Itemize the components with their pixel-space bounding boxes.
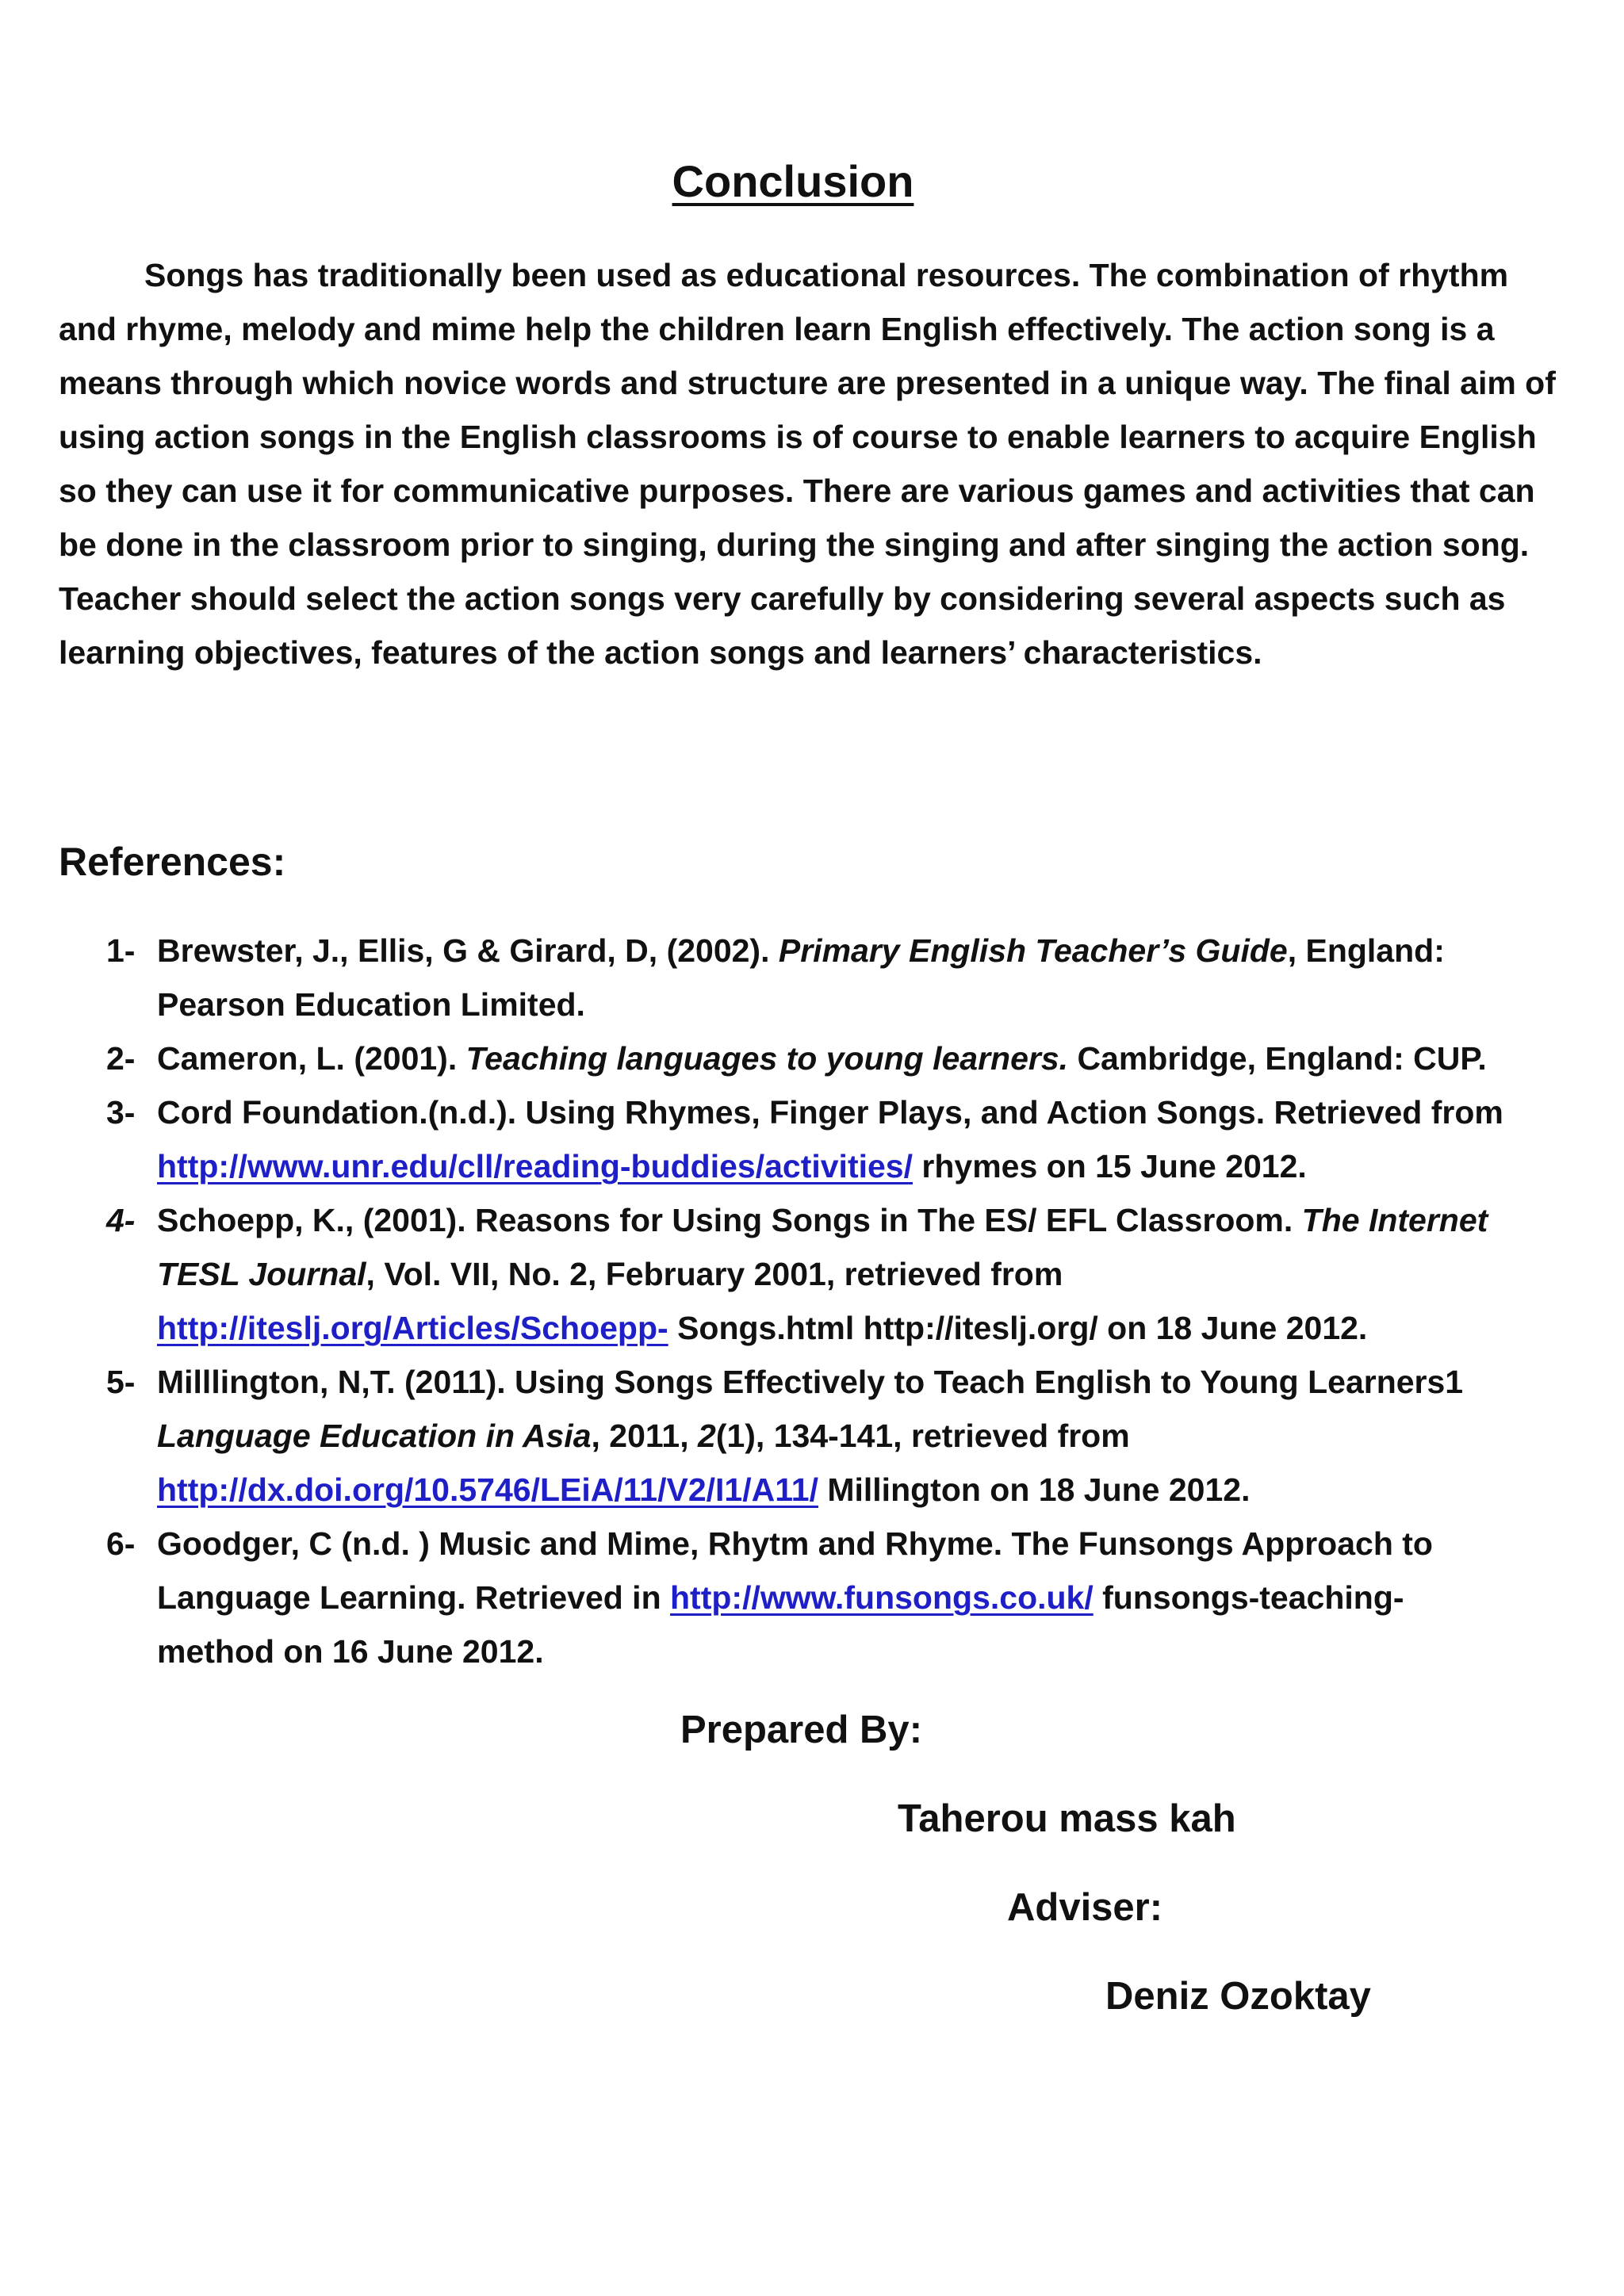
reference-link[interactable]: http://dx.doi.org/10.5746/LEiA/11/V2/I1/A11/ bbox=[157, 1471, 818, 1508]
reference-italic-text: TESL Journal bbox=[157, 1256, 366, 1292]
adviser-label: Adviser: bbox=[1007, 1886, 1163, 1929]
reference-text: Songs.html http://iteslj.org/ on 18 June 2012. bbox=[668, 1310, 1368, 1346]
reference-list bbox=[59, 924, 1557, 1678]
reference-text: , England: bbox=[1287, 932, 1445, 969]
reference-text: Schoepp, K., (2001). Reasons for Using Songs in The ES/ EFL Classroom. bbox=[157, 1202, 1302, 1238]
reference-line bbox=[157, 1517, 1557, 1571]
reference-text: Cambridge, England: CUP. bbox=[1068, 1040, 1487, 1077]
reference-line bbox=[157, 978, 1557, 1031]
reference-text: rhymes on 15 June 2012. bbox=[913, 1148, 1307, 1184]
reference-text: Milllington, N,T. (2011). Using Songs Effectively to Teach English to Young Learners1 bbox=[157, 1364, 1464, 1400]
reference-item bbox=[59, 924, 1557, 1031]
reference-number: 2- bbox=[106, 1040, 136, 1077]
reference-line bbox=[157, 924, 1557, 978]
reference-number: 5- bbox=[106, 1364, 136, 1400]
conclusion-paragraph: Songs has traditionally been used as educational resources. The combination of rhythm and rhyme, melody and mime help the children learn English effectively. The action song is a means through which novice words and structure are presented in a unique way. The final aim of using action songs in the English classrooms is of course to enable learners to acquire English so they can use it for communicative purposes. There are various games and activities that can be done in the classroom prior to singing, during the singing and after singing the action song. Teacher should select the action songs very carefully by considering several aspects such as learning objectives, features of the action songs and learners’ characteristics. bbox=[59, 257, 1556, 671]
reference-italic-text: Language Education in Asia bbox=[157, 1418, 592, 1454]
reference-text: Brewster, J., Ellis, G & Girard, D, (2002). bbox=[157, 932, 779, 969]
author-name: Taherou mass kah bbox=[898, 1797, 1236, 1840]
reference-line bbox=[157, 1193, 1557, 1247]
reference-text: (1), 134-141, retrieved from bbox=[715, 1418, 1130, 1454]
reference-text: Language Learning. Retrieved in bbox=[157, 1579, 671, 1616]
reference-line bbox=[157, 1301, 1557, 1355]
reference-item bbox=[59, 1085, 1557, 1193]
reference-line bbox=[157, 1355, 1557, 1409]
reference-item bbox=[59, 1517, 1557, 1678]
references-heading: References: bbox=[59, 840, 286, 884]
reference-italic-text: Teaching languages to young learners. bbox=[465, 1040, 1069, 1077]
reference-text: Millington on 18 June 2012. bbox=[818, 1471, 1251, 1508]
reference-link[interactable]: http://www.funsongs.co.uk/ bbox=[670, 1579, 1094, 1616]
reference-line bbox=[157, 1085, 1557, 1139]
reference-line bbox=[157, 1409, 1557, 1463]
adviser-name: Deniz Ozoktay bbox=[1105, 1975, 1371, 2018]
reference-line bbox=[157, 1031, 1557, 1085]
reference-item bbox=[59, 1193, 1557, 1355]
reference-text: method on 16 June 2012. bbox=[157, 1633, 544, 1670]
reference-link[interactable]: http://www.unr.edu/cll/reading-buddies/activities/ bbox=[157, 1148, 913, 1184]
reference-number: 1- bbox=[106, 932, 136, 969]
reference-number: 4- bbox=[106, 1202, 136, 1238]
reference-text: Cord Foundation.(n.d.). Using Rhymes, Finger Plays, and Action Songs. Retrieved from bbox=[157, 1094, 1503, 1131]
reference-text: Goodger, C (n.d. ) Music and Mime, Rhytm and Rhyme. The Funsongs Approach to bbox=[157, 1525, 1433, 1562]
reference-item bbox=[59, 1031, 1557, 1085]
reference-text: , Vol. VII, No. 2, February 2001, retrieved from bbox=[366, 1256, 1063, 1292]
reference-number: 6- bbox=[106, 1525, 136, 1562]
reference-number: 3- bbox=[106, 1094, 136, 1131]
prepared-by-label: Prepared By: bbox=[680, 1709, 923, 1751]
reference-italic-text: Primary English Teacher’s Guide bbox=[778, 932, 1288, 969]
reference-item bbox=[59, 1355, 1557, 1517]
page-title: Conclusion bbox=[672, 156, 914, 206]
reference-text: , 2011, bbox=[591, 1418, 699, 1454]
reference-line bbox=[157, 1463, 1557, 1517]
reference-text: Pearson Education Limited. bbox=[157, 986, 585, 1023]
reference-line bbox=[157, 1624, 1557, 1678]
reference-text: Cameron, L. (2001). bbox=[157, 1040, 466, 1077]
reference-line bbox=[157, 1571, 1557, 1624]
reference-link[interactable]: http://iteslj.org/Articles/Schoepp- bbox=[157, 1310, 668, 1346]
reference-italic-text: 2 bbox=[698, 1418, 716, 1454]
reference-line bbox=[157, 1139, 1557, 1193]
reference-line bbox=[157, 1247, 1557, 1301]
reference-italic-text: The Internet bbox=[1301, 1202, 1488, 1238]
reference-text: funsongs-teaching- bbox=[1093, 1579, 1404, 1616]
